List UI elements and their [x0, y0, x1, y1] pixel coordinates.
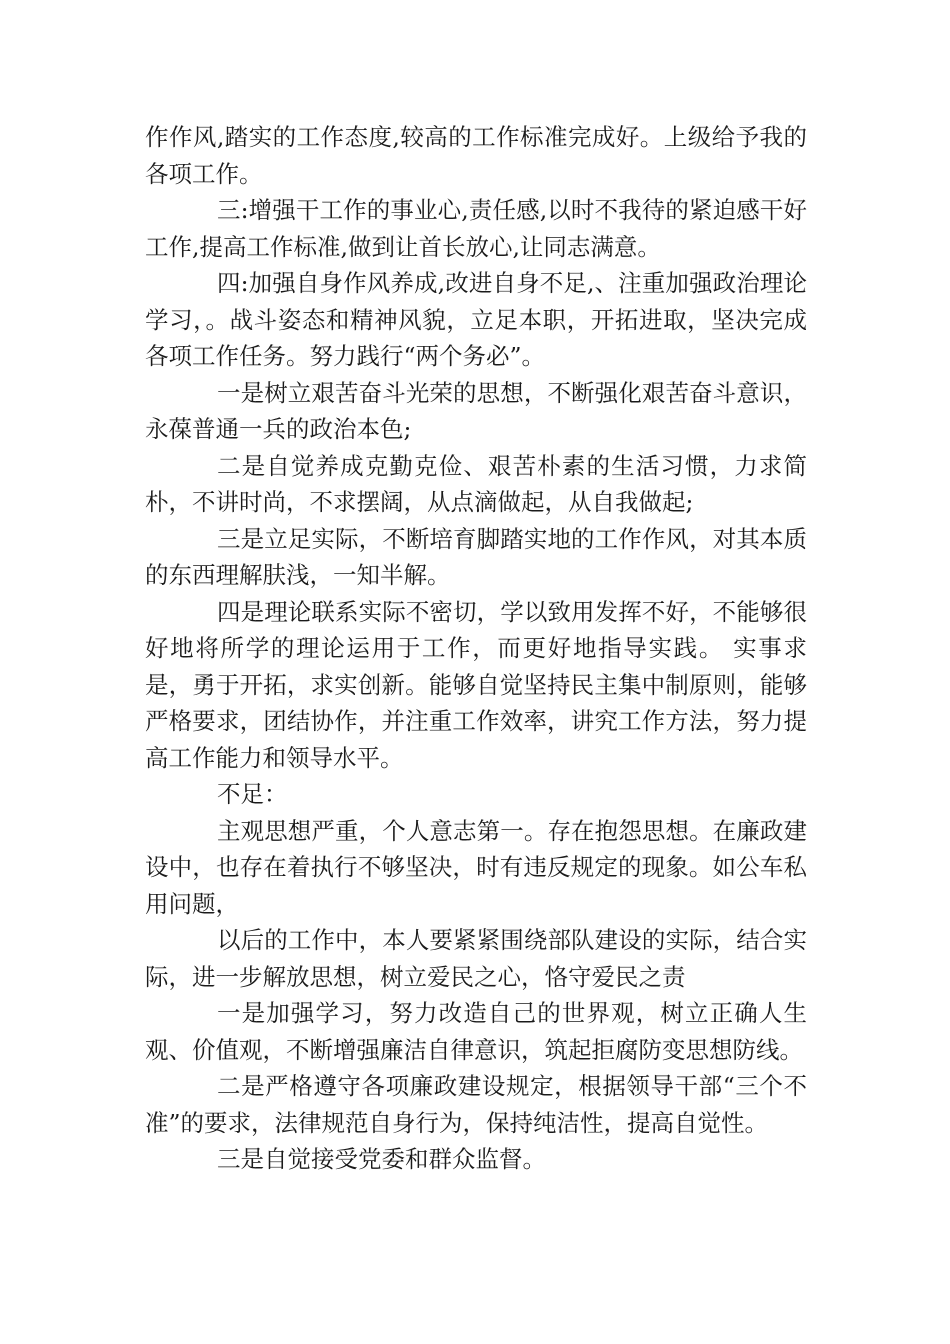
paragraph-3: 四:加强自身作风养成,改进自身不足,、注重加强政治理论学习，。战斗姿态和精神风貌，立足本职，开拓进取，坚决完成各项工作任务。努力践行“两个务必”。 [145, 269, 807, 370]
paragraph-11: 一是加强学习，努力改造自己的世界观，树立正确人生观、价值观，不断增强廉洁自律意识，筑起拒腐防变思想防线。 [145, 999, 807, 1064]
paragraph-5: 二是自觉养成克勤克俭、艰苦朴素的生活习惯，力求简朴，不讲时尚，不求摆阔，从点滴做起，从自我做起; [145, 451, 807, 516]
paragraph-10: 以后的工作中，本人要紧紧围绕部队建设的实际，结合实际，进一步解放思想，树立爱民之心，恪守爱民之责 [145, 926, 807, 991]
paragraph-2: 三:增强干工作的事业心,责任感,以时不我待的紧迫感干好工作,提高工作标准,做到让首长放心,让同志满意。 [145, 196, 807, 261]
paragraph-8-heading: 不足： [217, 780, 288, 808]
paragraph-4: 一是树立艰苦奋斗光荣的思想，不断强化艰苦奋斗意识，永葆普通一兵的政治本色; [145, 378, 807, 443]
paragraph-13: 三是自觉接受党委和群众监督。 [217, 1145, 546, 1173]
document-body [145, 119, 807, 1178]
paragraph-1: 作作风,踏实的工作态度,较高的工作标准完成好。上级给予我的各项工作。 [145, 123, 807, 188]
paragraph-7: 四是理论联系实际不密切，学以致用发挥不好，不能够很好地将所学的理论运用于工作，而更好地指导实践。 实事求是，勇于开拓，求实创新。能够自觉坚持民主集中制原则，能够严格要求，团结协作，并注重工作效率，讲究工作方法，努力提高工作能力和领导水平。 [145, 597, 807, 772]
paragraph-9: 主观思想严重，个人意志第一。存在抱怨思想。在廉政建设中，也存在着执行不够坚决，时有违反规定的现象。如公车私用问题， [145, 816, 807, 918]
paragraph-6: 三是立足实际，不断培育脚踏实地的工作作风，对其本质的东西理解肤浅，一知半解。 [145, 524, 807, 589]
paragraph-12: 二是严格遵守各项廉政建设规定，根据领导干部“三个不准”的要求，法律规范自身行为，保持纯洁性，提高自觉性。 [145, 1072, 807, 1137]
